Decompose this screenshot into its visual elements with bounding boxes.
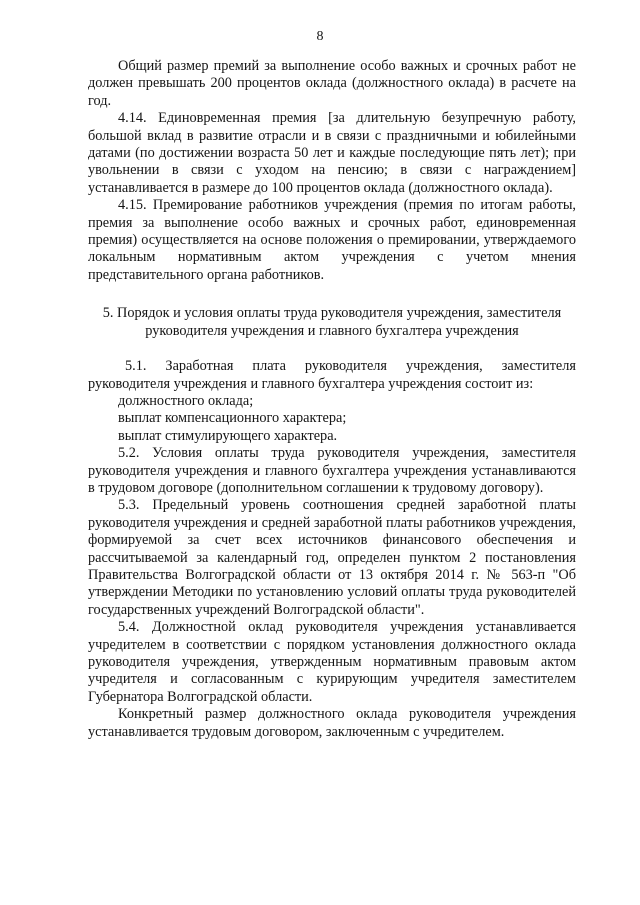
document-body [88, 58, 576, 741]
list-item-incentive: выплат стимулирующего характера. [118, 427, 338, 444]
paragraph-5-4: 5.4. Должностной оклад руководителя учреждения устанавливается учредителем в соответствии с порядком установления должностного оклада руководителя учреждения, утвержденным нормативным правовым актом учредителя и согласованным с курирующим учредителя заместителем Губернатора Волгоградской области. [88, 619, 576, 705]
section-5-heading: 5. Порядок и условия оплаты труда руководителя учреждения, заместителя руководителя учреждения и главного бухгалтера учреждения [102, 305, 562, 339]
paragraph-5-2: 5.2. Условия оплаты труда руководителя учреждения, заместителя руководителя учреждения и главного бухгалтера учреждения устанавливаются в трудовом договоре (дополнительном соглашении к трудовому договору). [88, 445, 576, 496]
paragraph-5-1: 5.1. Заработная плата руководителя учреждения, заместителя руководителя учреждения и главного бухгалтера учреждения состоит из: [88, 358, 576, 392]
list-item-compensation: выплат компенсационного характера; [118, 410, 347, 427]
page-number: 8 [316, 29, 324, 44]
paragraph-salary-amount: Конкретный размер должностного оклада руководителя учреждения устанавливается трудовым договором, заключенным с учредителем. [88, 706, 576, 740]
paragraph-4-14: 4.14. Единовременная премия [за длительную безупречную работу, большой вклад в развитие отрасли и в связи с праздничными и юбилейными датами (по достижении возраста 50 лет и каждые последующие пять лет); при увольнении в связи с уходом на пенсию; в связи с награждением] устанавливается в размере до 100 процентов оклада (должностного оклада). [88, 110, 576, 196]
paragraph-5-3: 5.3. Предельный уровень соотношения средней заработной платы руководителя учреждения и средней заработной платы работников учреждения, формируемой за счет всех источников финансового обеспечения и рассчитываемой за календарный год, определен пунктом 2 постановления Правительства Волгоградской области от 13 октября 2014 г. № 563-п "Об утверждении Методики по установлению условий оплаты труда руководителей государственных учреждений Волгоградской области". [88, 497, 576, 618]
paragraph-premium-limit: Общий размер премий за выполнение особо важных и срочных работ не должен превышать 200 процентов оклада (должностного оклада) в расчете на год. [88, 58, 576, 109]
list-item-salary: должностного оклада; [118, 392, 254, 409]
paragraph-4-15: 4.15. Премирование работников учреждения (премия по итогам работы, премия за выполнение особо важных и срочных работ, единовременная премия) осуществляется на основе положения о премировании, утверждаемого локальным нормативным актом учреждения с учетом мнения представительного органа работников. [88, 197, 576, 283]
